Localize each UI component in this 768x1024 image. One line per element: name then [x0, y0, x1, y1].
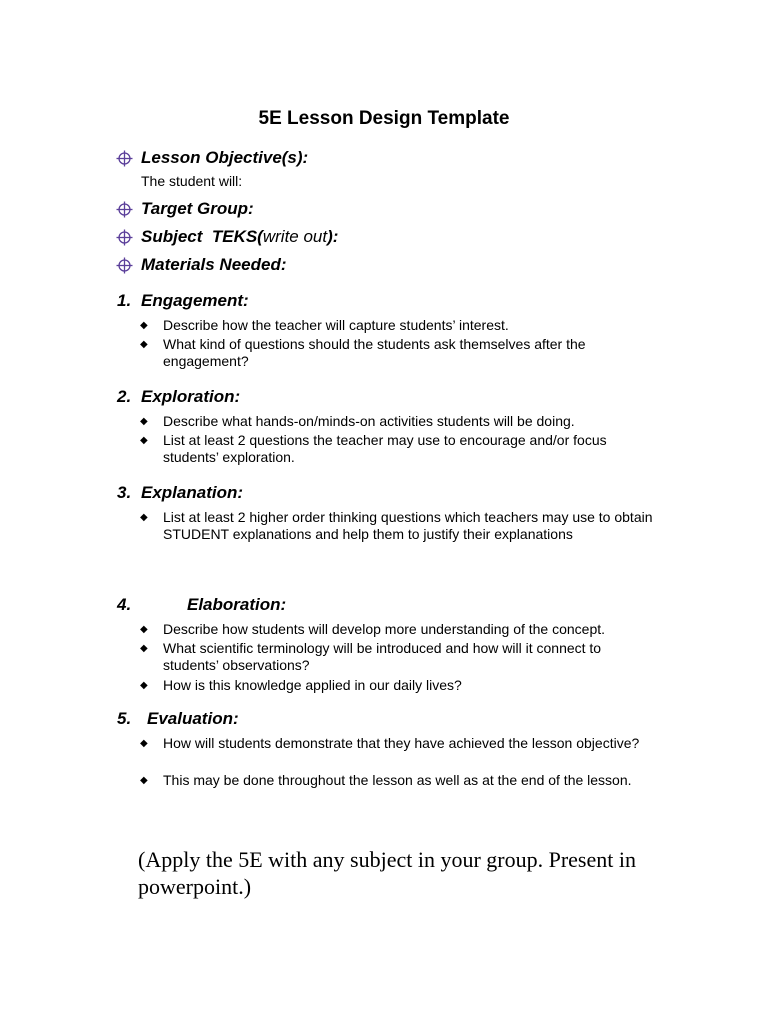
subject-teks-item	[116, 227, 338, 247]
list-item	[140, 677, 660, 694]
list-item	[140, 509, 660, 543]
section-title: Engagement:	[141, 291, 249, 310]
section-evaluation-heading	[117, 709, 239, 729]
section-title: Exploration:	[141, 387, 241, 406]
subject-teks-label	[141, 227, 338, 247]
diamond-bullet-icon: ◆	[140, 320, 148, 331]
subject-teks-main: Subject TEKS(	[141, 227, 263, 246]
subject-teks-write-out: write out	[262, 227, 328, 246]
list-item-text: How is this knowledge applied in our daily lives?	[163, 677, 462, 693]
list-item-text: What kind of questions should the students ask themselves after the engagement?	[163, 336, 586, 369]
diamond-bullet-icon: ◆	[140, 738, 148, 749]
section-title: Explanation:	[141, 483, 244, 502]
list-item-text: Describe how the teacher will capture students’ interest.	[163, 317, 509, 333]
list-item	[140, 735, 660, 752]
diamond-bullet-icon: ◆	[140, 775, 148, 786]
diamond-bullet-icon: ◆	[140, 435, 148, 446]
section-number: 4.	[117, 595, 132, 614]
section-number: 5.	[117, 709, 132, 728]
list-item	[140, 336, 660, 370]
list-item-text: This may be done throughout the lesson as well as at the end of the lesson.	[163, 772, 632, 788]
section-title: Elaboration:	[187, 595, 287, 614]
section-exploration-heading	[117, 387, 240, 407]
page-title: 5E Lesson Design Template	[258, 108, 510, 129]
list-item-text: List at least 2 higher order thinking questions which teachers may use to obtain STUDENT explanations and help them to justify their explanations	[163, 509, 653, 542]
crosshair-icon	[116, 201, 133, 218]
crosshair-icon	[116, 229, 133, 246]
list-item-text: List at least 2 questions the teacher may use to encourage and/or focus students’ exploration.	[163, 432, 607, 465]
section-title: Evaluation:	[147, 709, 239, 728]
diamond-bullet-icon: ◆	[140, 416, 148, 427]
diamond-bullet-icon: ◆	[140, 512, 148, 523]
list-item	[140, 621, 660, 638]
diamond-bullet-icon: ◆	[140, 680, 148, 691]
list-item-text: What scientific terminology will be introduced and how will it connect to students’ observations?	[163, 640, 602, 673]
materials-needed-label: Materials Needed:	[141, 255, 287, 274]
target-group-label: Target Group:	[141, 199, 254, 218]
list-item	[140, 432, 660, 466]
materials-needed-item	[116, 255, 287, 275]
list-item-text: Describe how students will develop more understanding of the concept.	[163, 621, 606, 637]
list-item	[140, 317, 660, 334]
diamond-bullet-icon: ◆	[140, 643, 148, 654]
section-number: 1.	[117, 291, 132, 310]
section-engagement-heading	[117, 291, 249, 311]
section-explanation-heading	[117, 483, 243, 503]
lesson-objective-sub: The student will:	[141, 173, 243, 189]
lesson-objective-item	[116, 148, 308, 168]
diamond-bullet-icon: ◆	[140, 624, 148, 635]
lesson-objective-label: Lesson Objective(s):	[141, 148, 309, 167]
subject-teks-end: ):	[327, 227, 339, 246]
section-number: 3.	[117, 483, 132, 502]
closing-note: (Apply the 5E with any subject in your group. Present in powerpoint.)	[138, 847, 636, 899]
crosshair-icon	[116, 150, 133, 167]
list-item	[140, 640, 660, 674]
crosshair-icon	[116, 257, 133, 274]
target-group-item	[116, 199, 254, 219]
list-item	[140, 413, 660, 430]
list-item-text: Describe what hands-on/minds-on activities students will be doing.	[163, 413, 575, 429]
section-number: 2.	[117, 387, 132, 406]
diamond-bullet-icon: ◆	[140, 339, 148, 350]
section-elaboration-heading	[117, 595, 286, 615]
list-item	[140, 772, 660, 789]
list-item-text: How will students demonstrate that they have achieved the lesson objective?	[163, 735, 640, 751]
